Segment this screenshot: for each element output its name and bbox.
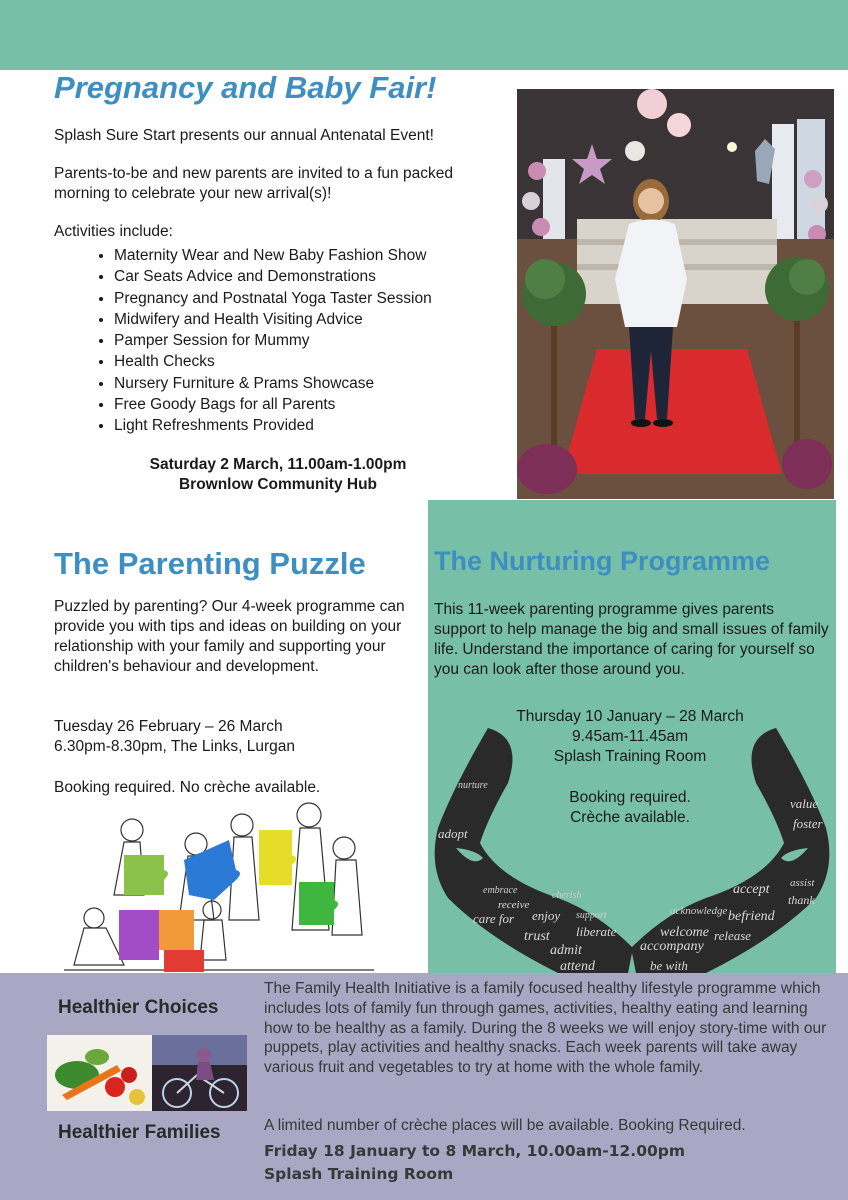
hand-word: assist <box>790 877 815 889</box>
bike-photo <box>152 1035 247 1111</box>
list-item: • Light Refreshments Provided <box>114 415 432 436</box>
list-item: • Free Goody Bags for all Parents <box>114 394 432 415</box>
fair-intro: Splash Sure Start presents our annual Antenatal Event! <box>54 127 434 144</box>
healthier-choices-label: Healthier Choices <box>58 997 219 1018</box>
hand-word: acknowledge <box>670 905 728 917</box>
hand-word: admit <box>550 943 582 958</box>
nurturing-booking-required: Booking required. <box>569 789 691 806</box>
hand-word: thank <box>788 893 815 907</box>
puzzle-title: The Parenting Puzzle <box>54 546 366 581</box>
list-item: • Maternity Wear and New Baby Fashion Show <box>114 245 432 266</box>
hand-word: nurture <box>458 780 488 791</box>
nurturing-booking <box>470 788 790 828</box>
family-health-description: The Family Health Initiative is a family focused healthy lifestyle programme which includes lots of family fun through games, activities, healthy eating and learning how to be healthy as a family. During the 8 weeks we will enjoy story-time with our puppets, play activities and healthy snacks. Each week parents will take away various fruit and vegetables to try at home with the whole family. <box>264 980 827 1077</box>
hand-word: be with <box>650 958 688 973</box>
nurturing-title: The Nurturing Programme <box>434 546 771 576</box>
activities-label: Activities include: <box>54 223 173 240</box>
hand-word: accompany <box>640 939 704 954</box>
hand-word: welcome <box>660 925 709 940</box>
family-health-date: Friday 18 January to 8 March, 10.00am-12.00pm <box>264 1142 686 1160</box>
puzzle-dates: Tuesday 26 February – 26 March <box>54 718 283 735</box>
activities-list <box>86 245 432 437</box>
vegetables-photo <box>47 1035 152 1111</box>
nurturing-schedule <box>470 707 790 767</box>
fashion-show-illustration <box>517 89 834 499</box>
puzzle-schedule <box>54 717 424 757</box>
nurturing-description: This 11-week parenting programme gives parents support to help manage the big and small issues of family life. Understand the importance of caring for yourself so you can look after those around you. <box>434 601 829 678</box>
list-item: • Midwifery and Health Visiting Advice <box>114 309 432 330</box>
hand-word: trust <box>524 929 550 944</box>
hand-word: enjoy <box>532 908 561 923</box>
list-item: • Pregnancy and Postnatal Yoga Taster Session <box>114 288 432 309</box>
hand-word: value <box>790 796 819 811</box>
list-item: • Health Checks <box>114 351 432 372</box>
hand-word: foster <box>793 816 823 831</box>
hand-word: support <box>576 910 607 921</box>
hand-word: embrace <box>483 885 518 896</box>
fair-date: Saturday 2 March, 11.00am-1.00pm <box>149 456 407 473</box>
fashion-show-photo <box>517 89 834 499</box>
nurturing-date: Thursday 10 January – 28 March <box>516 708 744 725</box>
fair-date-block <box>60 455 496 495</box>
hand-word: attend <box>560 959 595 973</box>
family-puzzle-illustration <box>64 800 374 972</box>
fair-invite: Parents-to-be and new parents are invited to a fun packed morning to celebrate your new arrival(s)! <box>54 165 453 202</box>
hand-word: adopt <box>438 826 468 841</box>
hand-word: cherish <box>552 890 582 901</box>
puzzle-booking: Booking required. No crèche available. <box>54 779 321 796</box>
list-item: • Pamper Session for Mummy <box>114 330 432 351</box>
hand-word: liberate <box>576 924 617 939</box>
list-item: • Nursery Furniture & Prams Showcase <box>114 373 432 394</box>
puzzle-time-venue: 6.30pm-8.30pm, The Links, Lurgan <box>54 738 295 755</box>
family-health-creche: A limited number of crèche places will be available. Booking Required. <box>264 1117 746 1134</box>
nurturing-creche: Crèche available. <box>570 809 690 826</box>
nurturing-venue: Splash Training Room <box>553 748 707 765</box>
hand-word: care for <box>473 911 515 926</box>
family-health-venue: Splash Training Room <box>264 1165 454 1183</box>
hand-word: accept <box>733 882 770 897</box>
list-item: • Car Seats Advice and Demonstrations <box>114 266 432 287</box>
healthier-families-label: Healthier Families <box>58 1122 221 1143</box>
top-banner <box>0 0 848 70</box>
hand-word: receive <box>498 899 530 911</box>
fair-intro-block <box>54 126 504 242</box>
nurturing-time: 9.45am-11.45am <box>571 728 689 745</box>
puzzle-description: Puzzled by parenting? Our 4-week programme can provide you with tips and ideas on building on your relationship with your family and supporting your children's behaviour and development. <box>54 598 405 675</box>
fair-title: Pregnancy and Baby Fair! <box>54 70 437 105</box>
hand-word: release <box>714 928 752 943</box>
fair-venue: Brownlow Community Hub <box>178 476 378 493</box>
hand-word: befriend <box>728 909 775 924</box>
